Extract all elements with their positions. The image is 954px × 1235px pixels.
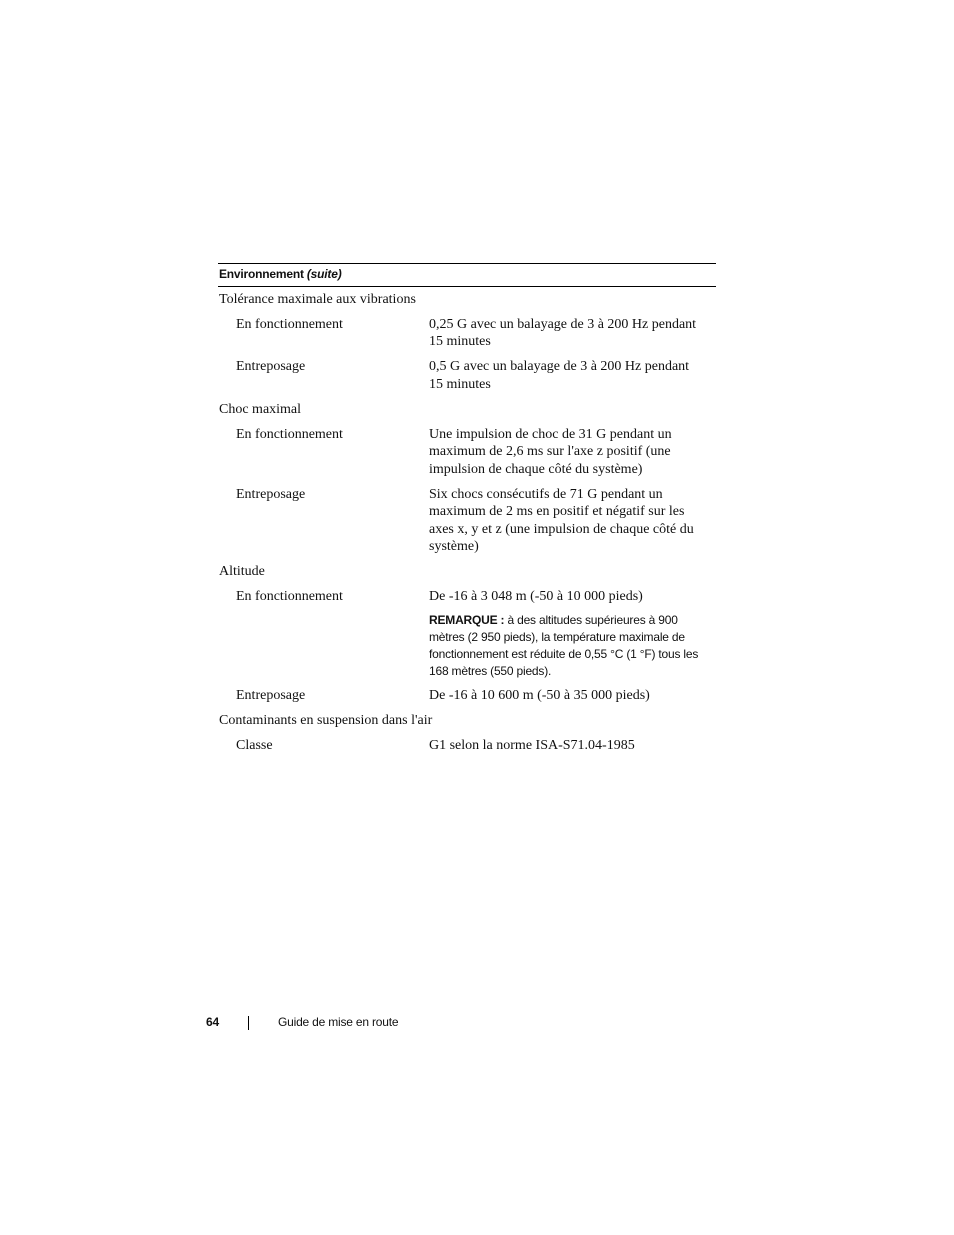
row-value — [429, 588, 699, 680]
table-header-title: Environnement — [219, 267, 304, 281]
row-label: Entreposage — [236, 486, 306, 502]
row-label: Classe — [236, 738, 273, 753]
row-label: Entreposage — [236, 359, 306, 374]
row-value: G1 selon la norme ISA-S71.04-1985 — [429, 738, 635, 753]
row-value: De -16 à 10 600 m (-50 à 35 000 pieds) — [429, 688, 650, 703]
page-number: 64 — [206, 1015, 219, 1029]
table-row — [218, 358, 716, 393]
row-value: Une impulsion de choc de 31 G pendant un maximum de 2,6 ms sur l'axe z positif (une impulsion de chaque côté du système) — [429, 426, 672, 477]
row-label: En fonctionnement — [236, 426, 343, 442]
category-vibration — [218, 291, 716, 309]
note-text: à des altitudes supérieures à 900 mètres (2 950 pieds), la température maximale de fonctionnement est réduite de 0,55 °C (1 °F) tous les 168 mètres (550 pieds). — [429, 612, 699, 678]
footer-separator — [248, 1016, 249, 1030]
row-label: En fonctionnement — [236, 316, 343, 332]
note-label: REMARQUE : — [429, 612, 505, 627]
row-value: 0,5 G avec un balayage de 3 à 200 Hz pendant 15 minutes — [429, 359, 690, 392]
category-label: Choc maximal — [219, 401, 302, 417]
row-label: En fonctionnement — [236, 589, 343, 604]
row-value: Six chocs consécutifs de 71 G pendant un maximum de 2 ms en positif et négatif sur les axes x, y et z (une impulsion de chaque côté du système) — [429, 486, 694, 554]
category-label: Altitude — [219, 564, 265, 579]
row-value-text: De -16 à 3 048 m (-50 à 10 000 pieds) — [429, 589, 643, 604]
row-value: 0,25 G avec un balayage de 3 à 200 Hz pendant 15 minutes — [429, 316, 697, 349]
environment-spec-table — [218, 263, 716, 755]
table-row — [218, 687, 716, 705]
table-row — [218, 737, 716, 755]
category-altitude — [218, 563, 716, 581]
row-label: Entreposage — [236, 688, 306, 703]
table-row — [218, 486, 716, 556]
category-shock — [218, 401, 716, 419]
table-row — [218, 588, 716, 680]
table-header-suffix: (suite) — [306, 267, 342, 281]
category-label: Contaminants en suspension dans l'air — [219, 713, 433, 728]
table-row — [218, 426, 716, 479]
category-label: Tolérance maximale aux vibrations — [219, 291, 416, 307]
footer-title: Guide de mise en route — [278, 1015, 399, 1029]
note — [429, 612, 699, 680]
category-contaminants — [218, 712, 716, 730]
table-row — [218, 316, 716, 351]
table-header — [218, 263, 716, 287]
